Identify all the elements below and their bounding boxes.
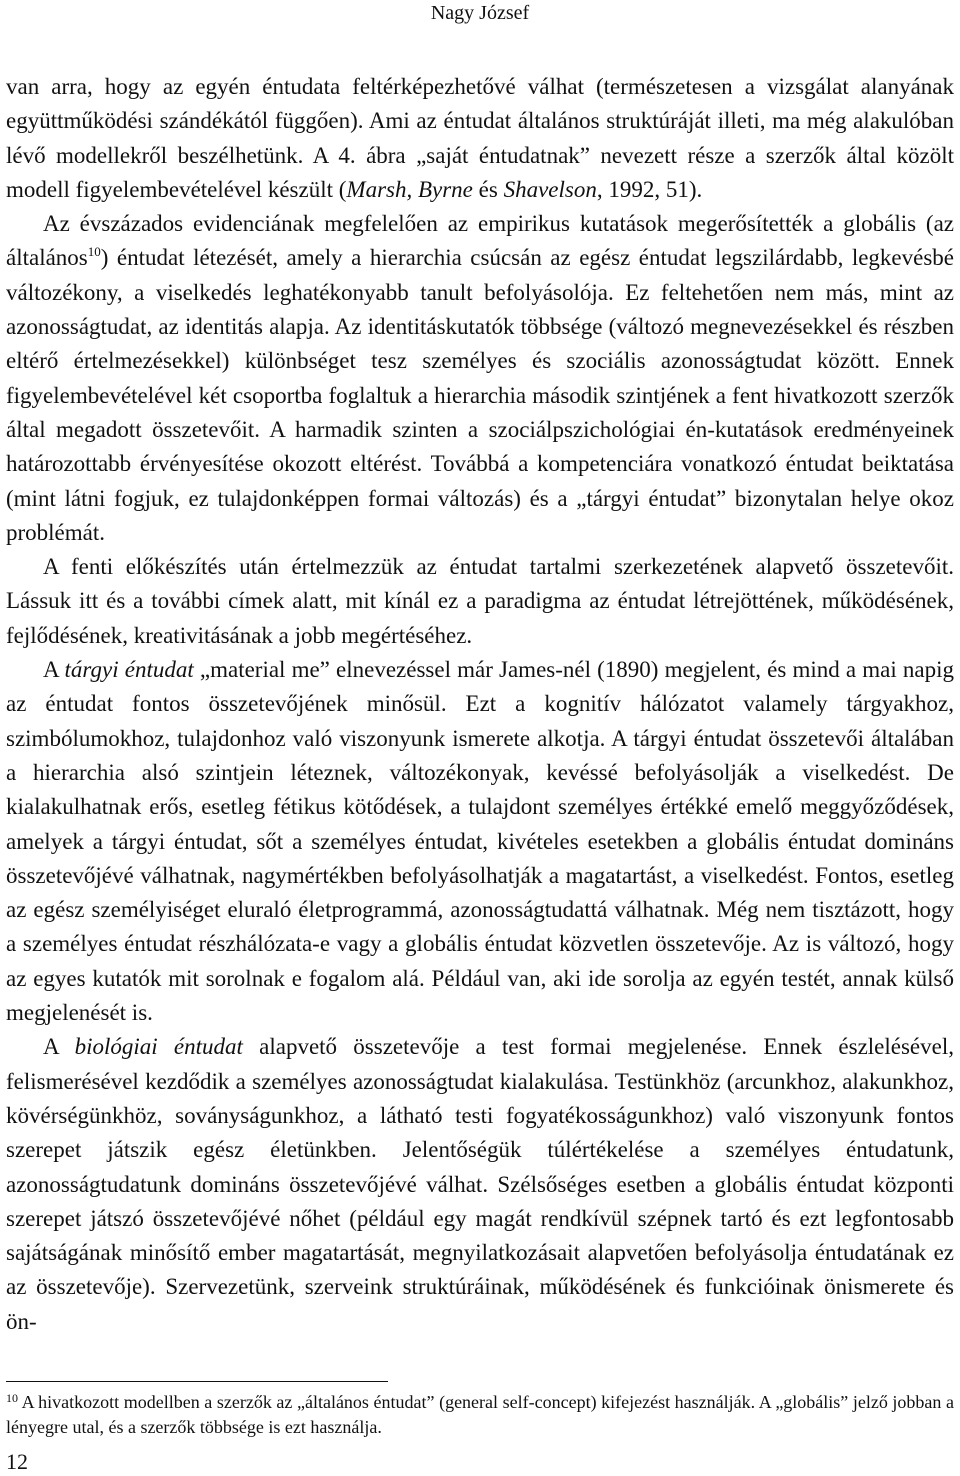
footnote-reference[interactable]: 10 (87, 244, 101, 260)
text-run: Az évszázados evidenciának megfelelően az empirikus kutatások megerősítették a globális (az általános (6, 211, 954, 271)
text-run: van arra, hogy az egyén éntudata feltérképezhetővé válhat (természetesen a vizsgálat alanyának együttműködési szándékától függően). Ami az éntudat általános struktúráját illeti, ma még alakulóban lévő modellekről beszélhetünk. A 4. ábra „saját éntudatnak” nevezett része a szerzők által közölt modell figyelembevételével készült ( (6, 74, 954, 202)
text-run: ) éntudat létezését, amely a hierarchia csúcsán az egész éntudat legszilárdabb, legkevésbé változékony, a viselkedés leghatékonyabb tanult befolyásolója. Ez feltehetően nem más, mint az azonosságtudat, az identitás alapja. Az identitáskutatók többsége (változó megnevezésekkel és részben eltérő értelmezésekkel) különbséget tesz személyes és szociális azonosságtudat között. Ennek figyelembevételével két csoportba foglaltuk a hierarchia második szintjének a fent hivatkozott szerzők által megadott összetevőit. A harmadik szinten a szociálpszichológiai én-kutatások eredményeinek határozottabb érvényesítése okozott eltérést. Továbbá a kompetenciára vonatkozó éntudat beiktatása (mint látni fogjuk, ez tulajdonképpen formai változás) és a „tárgyi éntudat” bizonytalan helye okoz problémát. (6, 245, 954, 545)
citation-authors: Marsh, Byrne (346, 176, 473, 202)
term-emphasis: biológiai éntudat (74, 1034, 243, 1060)
term-emphasis: tárgyi éntudat (64, 657, 194, 683)
footnote-divider (6, 1381, 388, 1382)
footnote-mark: 10 (6, 1391, 18, 1405)
text-run: alapvető összetevője a test formai megjelenése. Ennek észlelésével, felismerésével kezdődik a személyes azonosságtudat kialakulása. Testünkhöz (arcunkhoz, alakunkhoz, kövérségünkhöz, soványságunkhoz, a látható testi fogyatékosságunkhoz) való viszonyunk fontos szerepet játszik egész életünkben. Jelentőségük túlértékelése a személyes éntudatunk, azonosságtudatunk domináns összetevőjévé válhat. Szélsőséges esetben a globális éntudat központi szerepet játszó összetevőjévé nőhet (például egy magát rendkívül szépnek tartó és ezt legfontosabb sajátságának minősítő ember magatartását, megnyilatkozásait alapvetően befolyásolja éntudatának ez az összetevője). Szervezetünk, szerveink struktúráinak, működésének és funkcióinak önismerete és ön- (6, 1034, 954, 1334)
page-number: 12 (6, 1449, 28, 1474)
paragraph (6, 653, 954, 1030)
text-run: A (43, 1034, 75, 1060)
paragraph (6, 70, 954, 207)
main-text (6, 70, 954, 1339)
text-run: A (43, 657, 65, 683)
paragraph (6, 207, 954, 550)
text-run: „material me” elnevezéssel már James-nél (1890) megjelent, és mind a mai napig az éntudat fontos összetevőjének minősül. Ezt a kognitív hálózatot valamely tárgyakhoz, szimbólumokhoz, tulajdonhoz való viszonyunk ismerete alkotja. A tárgyi éntudat összetevői általában a hierarchia alsó szintjein léteznek, változékonyak, kevéssé befolyásolják a viselkedést. De kialakulhatnak erős, esetleg fétikus kötődések, a tulajdont személyes értékké emelő meggyőződések, amelyek a tárgyi éntudat, sőt a személyes éntudat, kivételes esetekben a globális éntudat domináns összetevőjévé válhatnak, nagymértékben befolyásolhatják a magatartást, a viselkedést. Fontos, esetleg az egész személyiséget eluraló életprogrammá, azonosságtudattá válhatnak. Még nem tisztázott, hogy a személyes éntudat részhálózata-e vagy a globális éntudat közvetlen összetevője. Az is változó, hogy az egyes kutatók mit sorolnak e fogalom alá. Például van, aki ide sorolja az egyén testét, annak külső megjelenését is. (6, 657, 955, 1026)
paragraph (6, 1030, 954, 1339)
footnote (6, 1390, 954, 1440)
running-head: Nagy József (430, 2, 530, 24)
citation-author: Shavelson (503, 176, 597, 202)
footnote-text: A hivatkozott modellben a szerzők az „általános éntudat” (general self-concept) kifejezést használják. A „globális” jelző jobban a lényegre utal, és a szerzők többsége is ezt használja. (6, 1392, 954, 1437)
text-run: és (472, 176, 504, 202)
text-run: , 1992, 51). (596, 176, 703, 202)
paragraph: A fenti előkészítés után értelmezzük az éntudat tartalmi szerkezetének alapvető összetevőit. Lássuk itt és a további címek alatt, mit kínál ez a paradigma az éntudat létrejöttének, működésének, fejlődésének, kreativitásának a jobb megértéséhez. (6, 554, 954, 648)
